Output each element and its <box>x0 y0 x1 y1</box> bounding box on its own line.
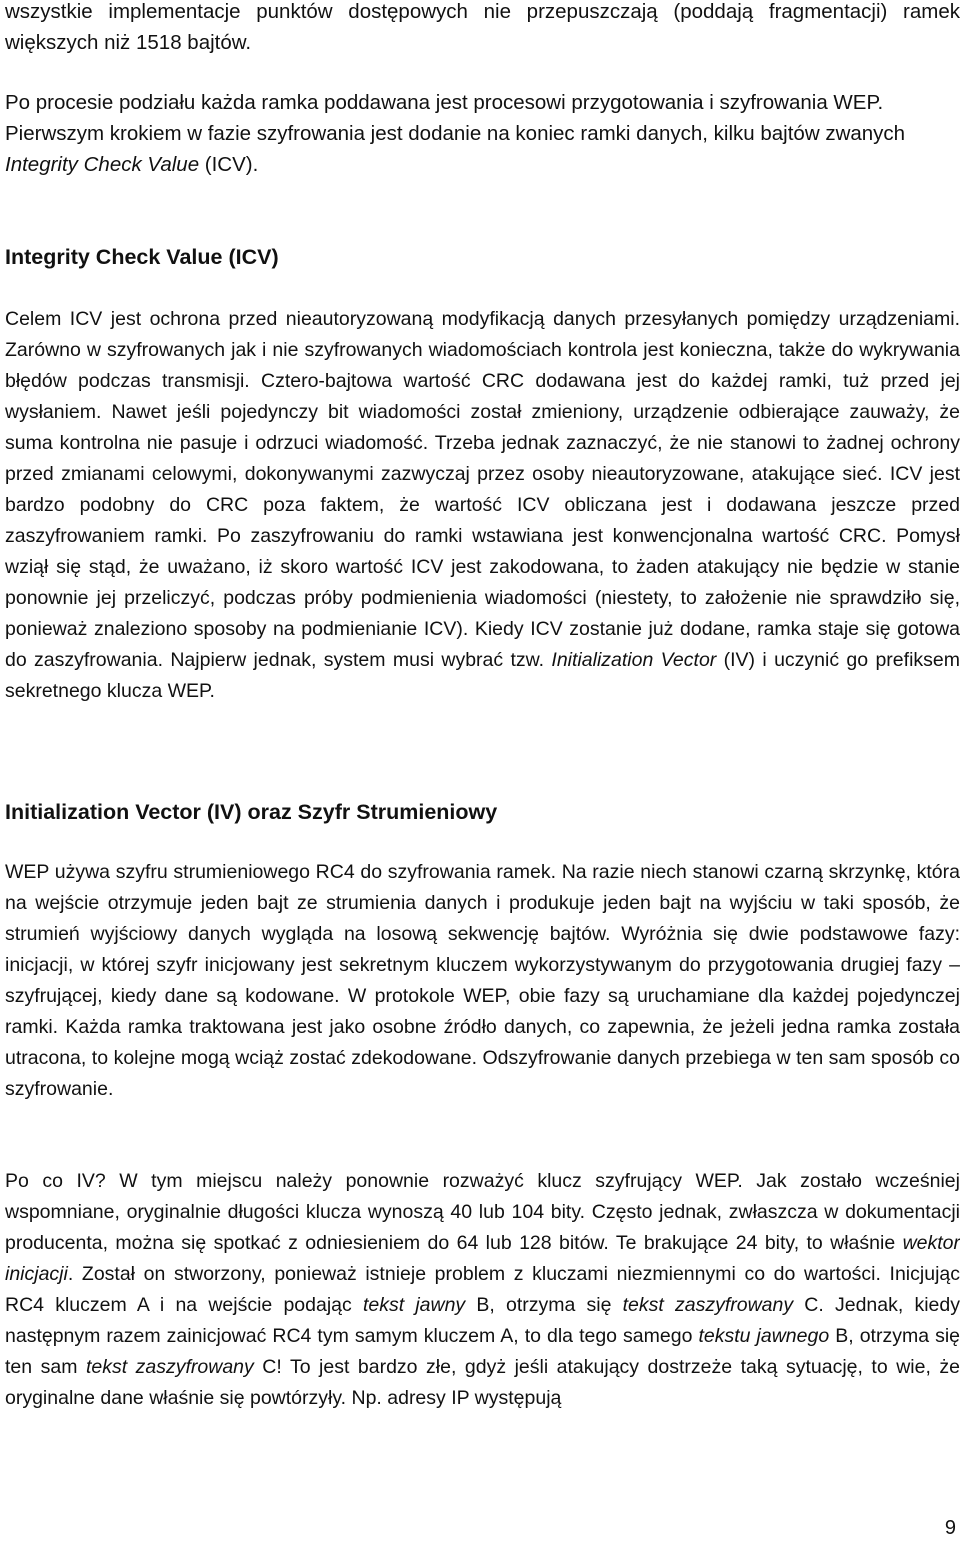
rc4-paragraph: WEP używa szyfru strumieniowego RC4 do szyfrowania ramek. Na razie niech stanowi czarną skrzynkę, która na wejście otrzymuje jeden bajt ze strumienia danych i produkuje jeden bajt na wyjściu w taki sposób, że strumień wyjściowy danych wygląda na losową sekwencję bajtów. Wyróżnia się dwie podstawowe fazy: inicjacji, w której szyfr inicjowany jest sekretnym kluczem wykorzystywanym do przygotowania drugiej fazy – szyfrującej, kiedy dane są kodowane. W protokole WEP, obie fazy są uruchamiane dla każdej pojedynczej ramki. Każda ramka traktowana jest jako osobne źródło danych, co zapewnia, że jeżeli jedna ramka została utracona, to kolejne mogą wciąż zostać zdekodowane. Odszyfrowanie danych przebiega w ten sam sposób co szyfrowanie. <box>5 861 960 1100</box>
why-iv-text-3: B, otrzyma się <box>465 1294 623 1316</box>
icv-paragraph <box>5 304 960 707</box>
why-iv-paragraph <box>5 1166 960 1414</box>
icv-term: Integrity Check Value <box>5 153 200 176</box>
document-page <box>5 0 960 1543</box>
page-number: 9 <box>944 1517 956 1539</box>
why-iv-text-6: C! To jest bardzo złe, gdyż jeśli atakujący dostrzeże taką sytuację, to wie, że oryginalne dane właśnie się powtórzyły. Np. adresy IP występują <box>5 1356 960 1409</box>
section-heading-icv: Integrity Check Value (ICV) <box>5 245 279 269</box>
encryption-intro-paragraph <box>5 87 960 180</box>
why-iv-text-1: Po co IV? W tym miejscu należy ponownie rozważyć klucz szyfrujący WEP. Jak zostało wcześniej wspomniane, oryginalnie długości klucza wynoszą 40 lub 104 bity. Często jednak, zwłaszcza w dokumentacji producenta, można się spotkać z odniesieniem do 64 lub 128 bitów. Te brakujące 24 bity, to właśnie <box>5 1170 960 1254</box>
encryption-step-text: Pierwszym krokiem w fazie szyfrowania jest dodanie na koniec ramki danych, kilku bajtów zwanych <box>5 122 906 145</box>
plaintext-term-2: tekstu jawnego <box>698 1325 830 1347</box>
intro-paragraph-text: wszystkie implementacje punktów dostępowych nie przepuszczają (poddają fragmentacji) ramek większych niż 1518 bajtów. <box>5 0 960 54</box>
why-iv-text-5: B, otrzyma się ten sam <box>5 1325 960 1378</box>
icv-paragraph-end: (IV) i uczynić go prefiksem sekretnego klucza WEP. <box>5 649 960 702</box>
icv-paragraph-text: Celem ICV jest ochrona przed nieautoryzowaną modyfikacją danych przesyłanych pomiędzy urządzeniami. Zarówno w szyfrowanych jak i nie szyfrowanych wiadomościach kontrola jest konieczna, także do wykrywania błędów podczas transmisji. Cztero-bajtowa wartość CRC dodawana jest do każdej ramki, tuż przed jej wysłaniem. Nawet jeśli pojedynczy bit wiadomości został zmieniony, urządzenie odbierające zauważy, że suma kontrolna nie pasuje i odrzuci wiadomość. Trzeba jednak zaznaczyć, że nie stanowi to żadnej ochrony przed zmianami celowymi, dokonywanymi zazwyczaj przez osoby nieautoryzowane, atakujące sieć. ICV jest bardzo podobny do CRC poza faktem, że wartość ICV obliczana jest i dodawana jeszcze przed zaszyfrowaniem ramki. Po zaszyfrowaniu do ramki wstawiana jest konwencjonalna wartość CRC. Pomysł wziął się stąd, że uważano, iż skoro wartość ICV jest zakodowana, to żaden atakujący nie będzie w stanie ponownie jej przeliczyć, podczas próby podmienienia wiadomości (niestety, to założenie nie sprawdziło się, ponieważ znaleziono sposoby na podmienianie ICV). Kiedy ICV zostanie już dodane, ramka staje się gotowa do zaszyfrowania. Najpierw jednak, system musi wybrać tzw. <box>5 308 960 671</box>
plaintext-term: tekst jawny <box>362 1294 466 1316</box>
ciphertext-term-2: tekst zaszyfrowany <box>85 1356 254 1378</box>
iv-term: Initialization Vector <box>551 649 717 671</box>
ciphertext-term: tekst zaszyfrowany <box>622 1294 794 1316</box>
iv-term-polish: wektor inicjacji <box>5 1232 960 1285</box>
encryption-intro-line: Po procesie podziału każda ramka poddawana jest procesowi przygotowania i szyfrowania WEP. <box>5 91 884 114</box>
why-iv-text-4: C. Jednak, kiedy następnym razem zainicjować RC4 tym samym kluczem A, to dla tego samego <box>5 1294 960 1347</box>
intro-paragraph <box>5 0 960 58</box>
why-iv-text-2: . Został on stworzony, ponieważ istnieje problem z kluczami niezmiennymi co do wartości. Inicjując RC4 kluczem A i na wejście podając <box>5 1263 960 1316</box>
section-heading-iv: Initialization Vector (IV) oraz Szyfr Strumieniowy <box>5 800 498 824</box>
icv-abbrev-text: (ICV). <box>199 153 259 176</box>
